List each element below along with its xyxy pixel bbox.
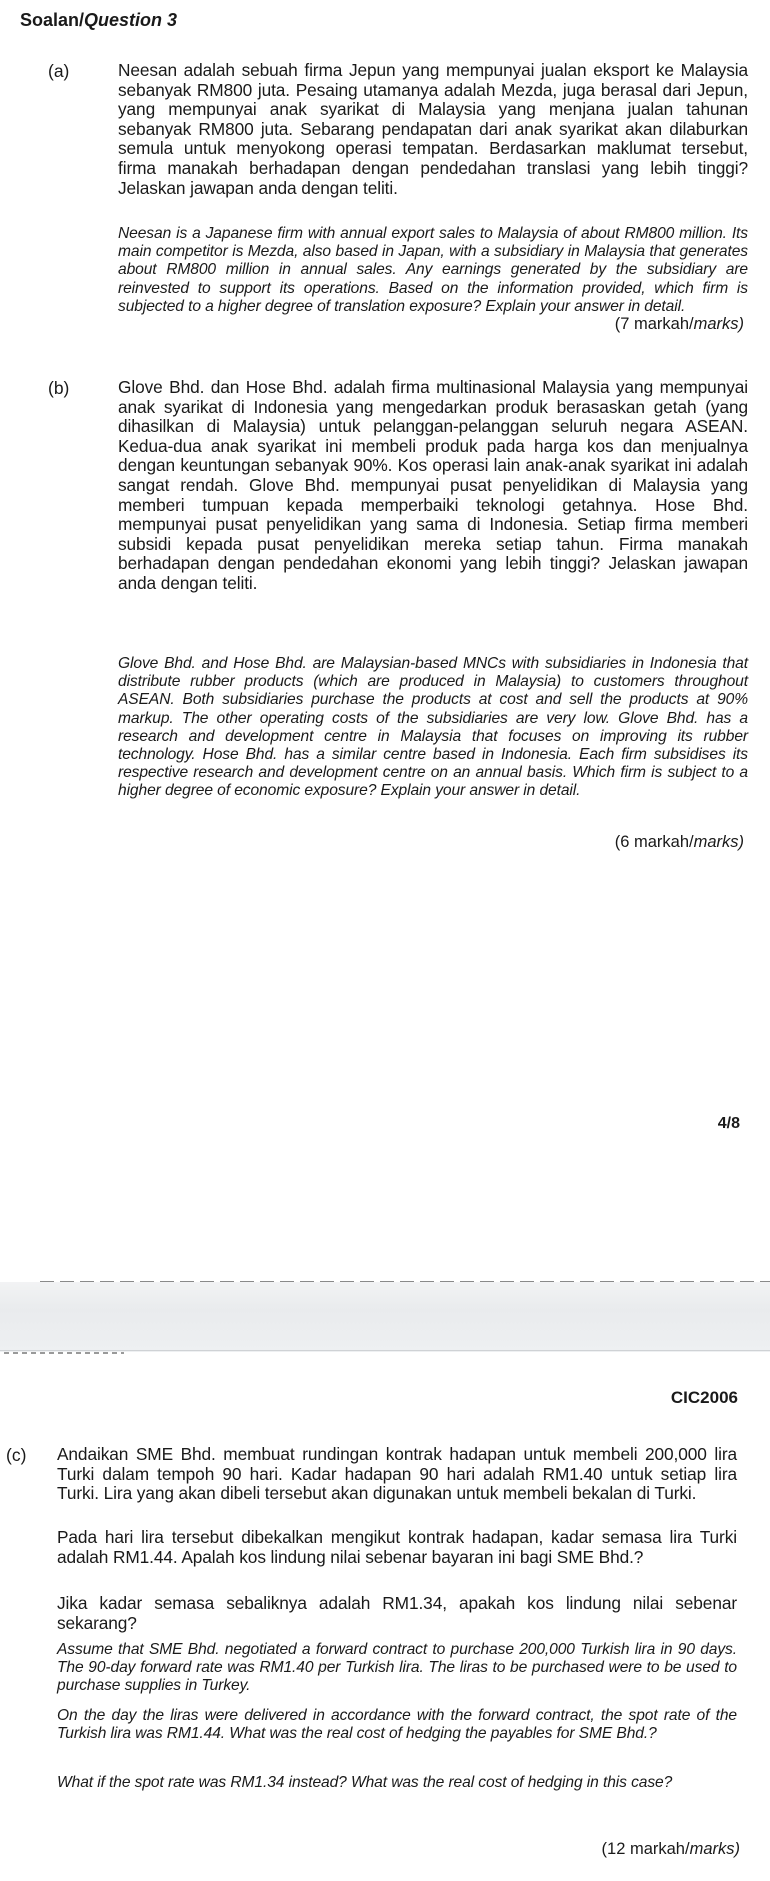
part-c-malay-text-3: Jika kadar semasa sebaliknya adalah RM1.34, apakah kos lindung nilai sebenar sekarang? (57, 1593, 737, 1633)
part-a-english-text: Neesan is a Japanese firm with annual export sales to Malaysia of about RM800 million. Its main competitor is Mezda, also based in Japan, with a subsidiary in Malaysia that generates about RM800 million in annual sales. Any earnings generated by the subsidiary are reinvested to support its operations. Based on the information provided, which firm is subjected to a higher degree of translation exposure? Explain your answer in detail. (118, 225, 748, 315)
part-a-marks-english: marks) (693, 315, 744, 333)
part-a-marks-malay: (7 markah/ (614, 315, 694, 333)
part-c-label: (c) (6, 1445, 27, 1465)
page-edge-bottom (0, 1350, 770, 1351)
part-c-malay-text-2: Pada hari lira tersebut dibekalkan mengikut kontrak hadapan, kadar semasa lira Turki adalah RM1.44. Apalah kos lindung nilai sebenar bayaran ini bagi SME Bhd.? (57, 1527, 737, 1567)
question-heading (20, 10, 177, 31)
part-b-label: (b) (48, 378, 70, 398)
part-c-malay-text-1: Andaikan SME Bhd. membuat rundingan kontrak hadapan untuk membeli 200,000 lira Turki dalam tempoh 90 hari. Kadar hadapan 90 hari adalah RM1.40 untuk setiap lira Turki. Lira yang akan dibeli tersebut akan digunakan untuk membeli bekalan di Turki. (57, 1444, 737, 1504)
part-a-label: (a) (48, 61, 70, 81)
part-c-marks-malay: (12 markah/ (601, 1840, 690, 1858)
part-c-english-text-2: On the day the liras were delivered in accordance with the forward contract, the spot rate of the Turkish lira was RM1.44. What was the real cost of hedging the payables for SME Bhd.? (57, 1707, 737, 1743)
part-a-marks (615, 315, 744, 334)
part-b-english-text: Glove Bhd. and Hose Bhd. are Malaysian-based MNCs with subsidiaries in Indonesia that distribute rubber products (which are produced in Malaysia) to customers throughout ASEAN. Both subsidiaries purchase the products at cost and sell the products at 90% markup. The other operating costs of the subsidiaries are very low. Glove Bhd. has a research and development centre in Malaysia that focuses on improving its rubber technology. Hose Bhd. has a similar centre based in Indonesia. Each firm subsidises its respective research and development centre on an annual basis. Which firm is subject to a higher degree of economic exposure? Explain your answer in detail. (118, 655, 748, 800)
part-c-english-text-3: What if the spot rate was RM1.34 instead? What was the real cost of hedging in this case? (57, 1774, 673, 1791)
part-b-marks-malay: (6 markah/ (614, 833, 694, 851)
heading-malay: Soalan/ (20, 10, 85, 30)
part-c-marks-english: marks) (689, 1840, 740, 1858)
part-b-marks (615, 833, 744, 852)
part-c-marks (602, 1840, 740, 1859)
heading-english: Question 3 (84, 10, 178, 30)
page-edge-dashes (4, 1352, 124, 1354)
part-c-english-text-1: Assume that SME Bhd. negotiated a forward contract to purchase 200,000 Turkish lira in 90 days. The 90-day forward rate was RM1.40 per Turkish lira. The liras to be purchased were to be used to purchase supplies in Turkey. (57, 1641, 737, 1695)
part-b-malay-text: Glove Bhd. dan Hose Bhd. adalah firma multinasional Malaysia yang mempunyai anak syarikat di Indonesia yang mengedarkan produk berasaskan getah (yang dihasilkan di Malaysia) untuk pelanggan-pelanggan seluruh negara ASEAN. Kedua-dua anak syarikat ini membeli produk pada harga kos dan menjualnya dengan keuntungan sebanyak 90%. Kos operasi lain anak-anak syarikat ini adalah sangat rendah. Glove Bhd. mempunyai pusat penyelidikan di Malaysia yang memberi tumpuan kepada memperbaiki teknologi getahnya. Hose Bhd. mempunyai pusat penyelidikan yang sama di Indonesia. Setiap firma memberi subsidi kepada pusat penyelidikan mereka setiap tahun. Firma manakah berhadapan dengan pendedahan ekonomi yang lebih tinggi? Jelaskan jawapan anda dengan teliti. (118, 377, 748, 593)
course-code: CIC2006 (670, 1388, 738, 1407)
part-a-malay-text: Neesan adalah sebuah firma Jepun yang mempunyai jualan eksport ke Malaysia sebanyak RM800 juta. Pesaing utamanya adalah Mezda, juga berasal dari Jepun, yang mempunyai anak syarikat di Malaysia yang menjana jualan tahunan sebanyak RM800 juta. Sebarang pendapatan dari anak syarikat akan dilaburkan semula untuk menyokong operasi tempatan. Berdasarkan maklumat tersebut, firma manakah berhadapan dengan pendedahan translasi yang lebih tinggi? Jelaskan jawapan anda dengan teliti. (118, 60, 748, 198)
page-break-gap (0, 1282, 770, 1352)
part-b-marks-english: marks) (693, 833, 744, 851)
page-bottom (0, 1352, 770, 1881)
page-number: 4/8 (717, 1115, 740, 1132)
page-edge-top (40, 1281, 770, 1282)
